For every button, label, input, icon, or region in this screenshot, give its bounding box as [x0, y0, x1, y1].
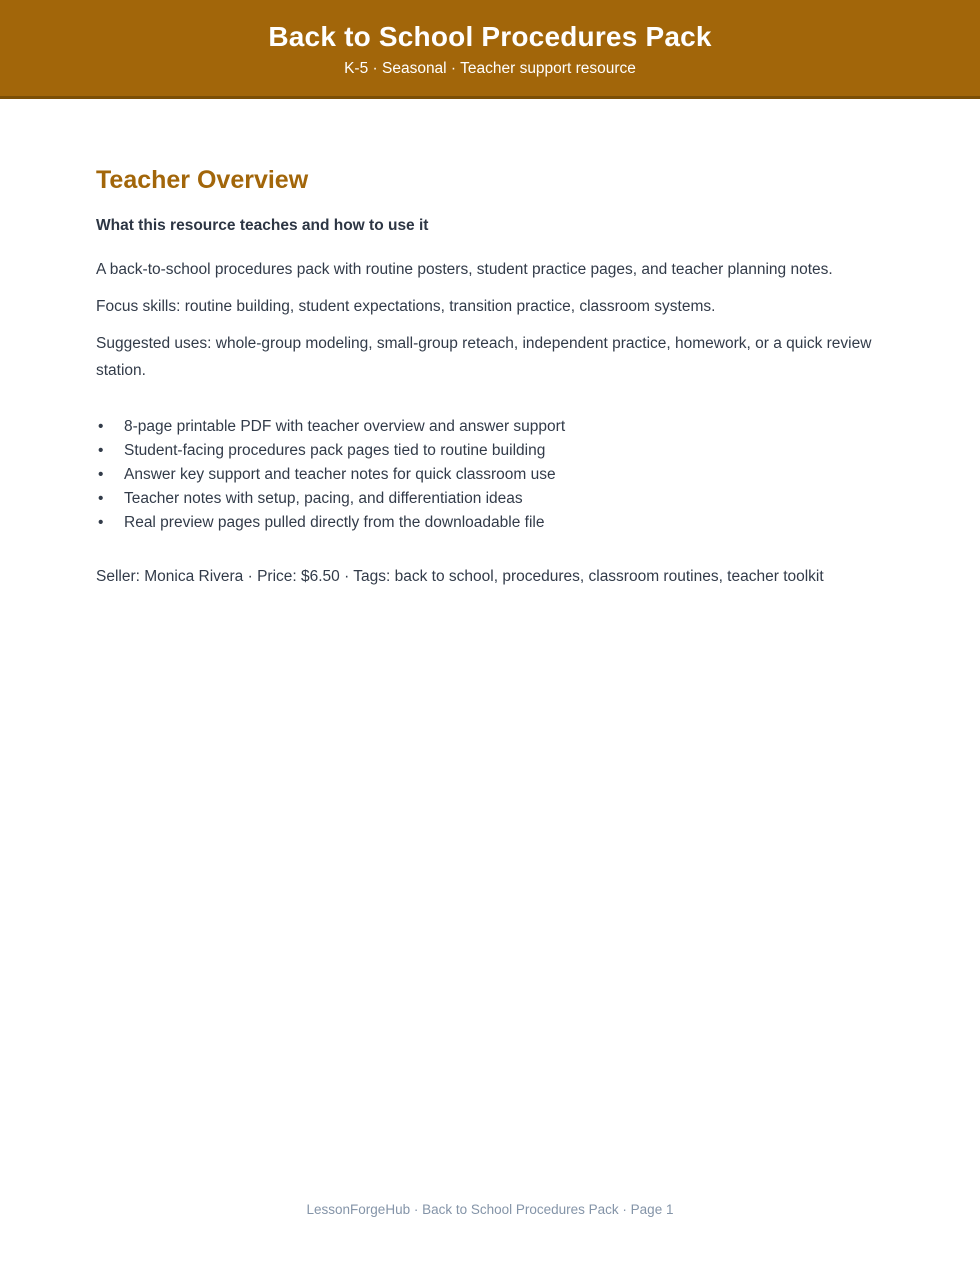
document-subtitle: K-5 · Seasonal · Teacher support resource: [344, 59, 636, 77]
paragraph-description: A back-to-school procedures pack with routine posters, student practice pages, and teacher planning notes.: [96, 261, 833, 279]
page-footer: [0, 1202, 980, 1217]
list-item: [96, 439, 884, 463]
list-item-text: 8-page printable PDF with teacher overview and answer support: [124, 417, 566, 435]
bullet-icon: •: [98, 441, 104, 459]
list-item-text: Answer key support and teacher notes for quick classroom use: [124, 465, 556, 483]
footer-text: LessonForgeHub · Back to School Procedures Pack · Page 1: [306, 1202, 674, 1217]
feature-list: [96, 415, 884, 535]
document-header: [0, 0, 980, 99]
bullet-icon: •: [98, 465, 104, 483]
section-heading: Teacher Overview: [96, 166, 309, 194]
document-title: Back to School Procedures Pack: [268, 21, 712, 52]
list-item: [96, 415, 884, 439]
list-item: [96, 487, 884, 511]
content-area: [0, 166, 980, 587]
paragraph-suggested-uses: Suggested uses: whole-group modeling, small-group reteach, independent practice, homework, or a quick review station.: [96, 334, 872, 380]
list-item: [96, 463, 884, 487]
bullet-icon: •: [98, 513, 104, 531]
paragraph-focus-skills: Focus skills: routine building, student expectations, transition practice, classroom systems.: [96, 297, 716, 315]
seller-line: Seller: Monica Rivera · Price: $6.50 · Tags: back to school, procedures, classroom routines, teacher toolkit: [96, 567, 824, 585]
bullet-icon: •: [98, 489, 104, 507]
bullet-icon: •: [98, 417, 104, 435]
list-item-text: Teacher notes with setup, pacing, and differentiation ideas: [124, 489, 523, 507]
list-item: [96, 511, 884, 535]
list-item-text: Real preview pages pulled directly from the downloadable file: [124, 513, 545, 531]
section-subheading: What this resource teaches and how to use it: [96, 216, 429, 234]
list-item-text: Student-facing procedures pack pages tied to routine building: [124, 441, 546, 459]
